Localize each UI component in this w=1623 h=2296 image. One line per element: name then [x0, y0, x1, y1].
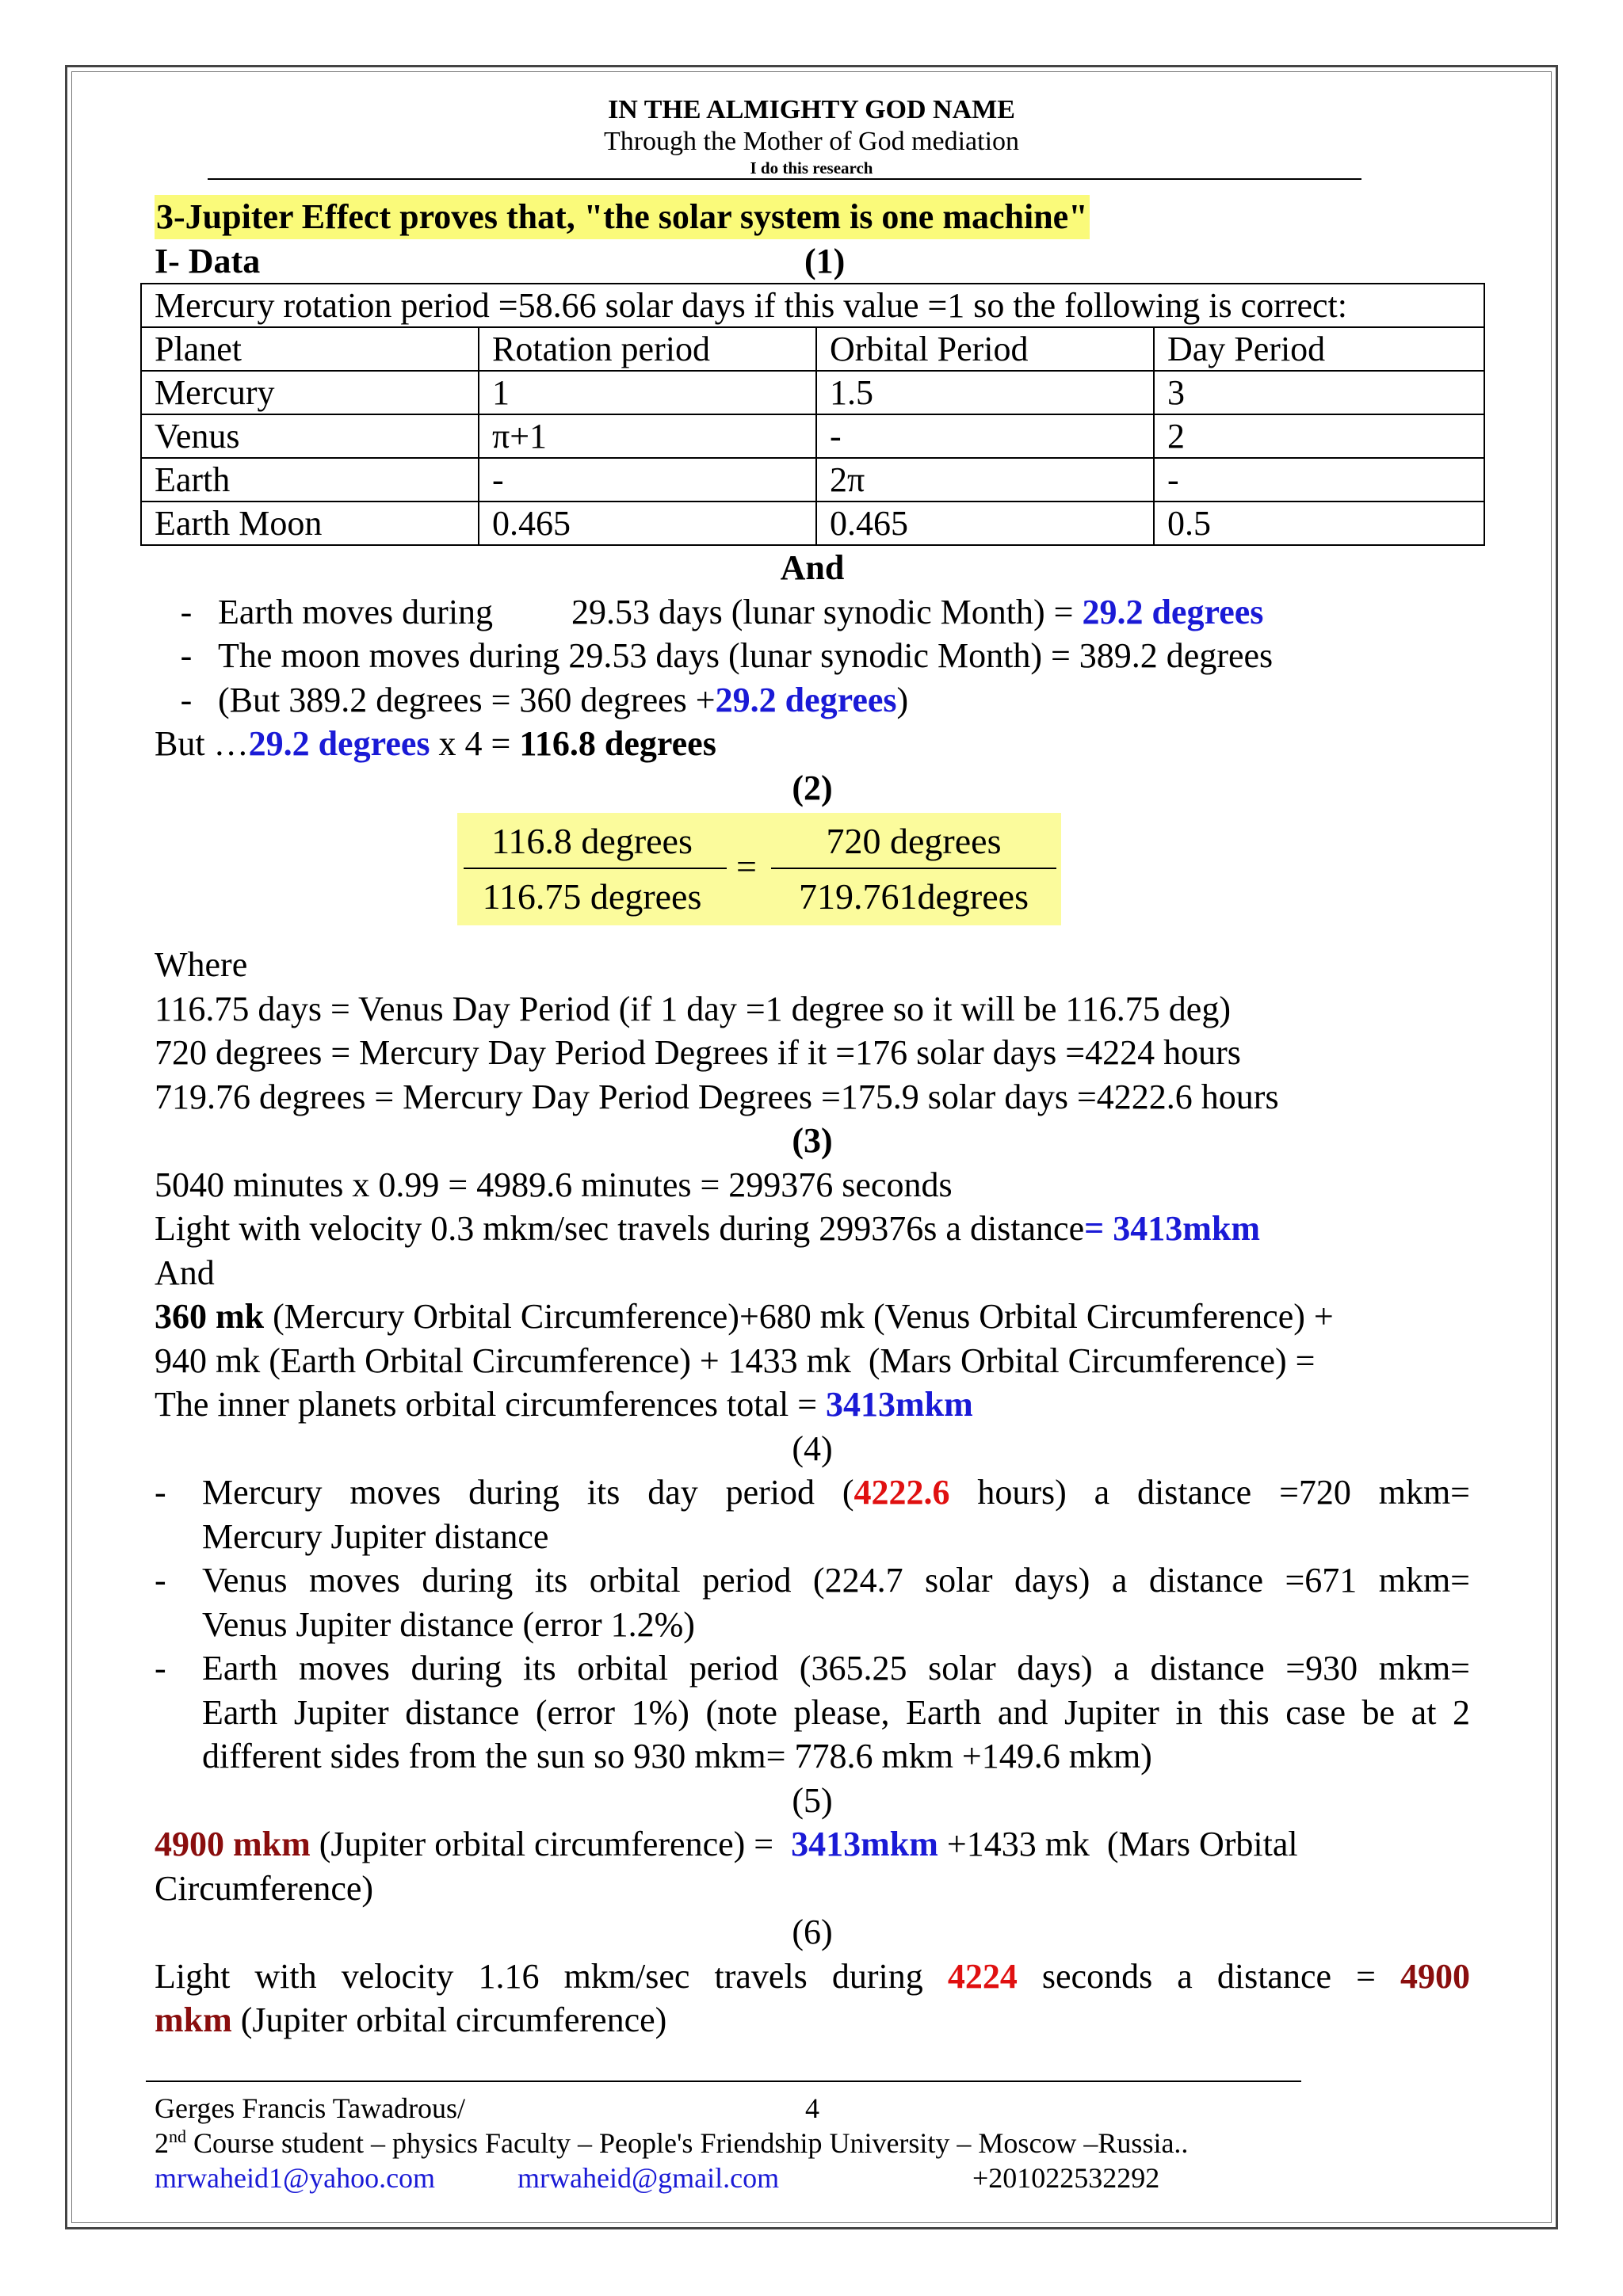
sec6-text: seconds a distance =	[1017, 1956, 1400, 1996]
table-header-cell: Rotation period	[479, 327, 816, 371]
where-line: 719.76 degrees = Mercury Day Period Degrees =175.9 solar days =4222.6 hours	[155, 1077, 1279, 1116]
fraction-left-numerator: 116.8 degrees	[491, 821, 693, 861]
bullet-line: Venus Jupiter distance (error 1.2%)	[202, 1604, 695, 1644]
sec3-text: The inner planets orbital circumferences total =	[155, 1385, 827, 1424]
section-number: (1)	[804, 241, 846, 280]
sec3-text: Light with velocity 0.3 mkm/sec travels during 299376s a distance	[155, 1209, 1085, 1248]
footer-course	[155, 2126, 1188, 2160]
footer-page-number: 4	[805, 2092, 819, 2124]
bullet-line	[202, 1470, 1470, 1515]
bullet-text: hours) a distance =720 mkm=	[949, 1473, 1470, 1512]
sec5-text: +1433 mk (Mars Orbital	[938, 1825, 1298, 1863]
sec5-line	[155, 1822, 1470, 1867]
list-item: - (But 389.2 degrees = 360 degrees +29.2 degrees)	[180, 680, 909, 719]
header-line1: IN THE ALMIGHTY GOD NAME	[608, 95, 1015, 124]
course-text: Course student – physics Faculty – People's Friendship University – Moscow –Russia..	[186, 2127, 1189, 2159]
fraction-right-denominator: 719.761degrees	[799, 876, 1029, 917]
sec3-line: 940 mk (Earth Orbital Circumference) + 1433 mk (Mars Orbital Circumference) =	[155, 1341, 1316, 1380]
list-item: - Mercury moves during its day period (4222.6 hours) a distance =720 mkm= Mercury Jupiter distance	[155, 1470, 1470, 1558]
table-cell: 0.5	[1154, 502, 1484, 545]
sec5-text: (Jupiter orbital circumference) =	[310, 1825, 792, 1863]
maroon-value: 4900	[1400, 1956, 1470, 1996]
bold-value: 360 mk	[155, 1297, 265, 1336]
where-line: 116.75 days = Venus Day Period (if 1 day =1 degree so it will be 116.75 deg)	[155, 989, 1231, 1028]
table-cell: 2π	[816, 458, 1154, 502]
maroon-value: 4900 mkm	[155, 1825, 311, 1863]
and-heading: And	[780, 548, 845, 587]
highlight-value: 29.2 degrees	[1082, 592, 1264, 631]
list-item: - The moon moves during 29.53 days (lunar synodic Month) = 389.2 degrees	[155, 634, 1470, 678]
course-sup: nd	[169, 2126, 186, 2146]
section-number-4: (4)	[792, 1428, 833, 1468]
fraction-left-bar	[464, 868, 727, 869]
footer-author: Gerges Francis Tawadrous/	[155, 2092, 466, 2124]
table-row	[141, 458, 1484, 502]
table-cell: 3	[1154, 371, 1484, 414]
bullet-text-end: )	[896, 680, 909, 719]
footer-email-gmail[interactable]: mrwaheid@gmail.com	[517, 2162, 780, 2194]
footer-divider	[146, 2081, 1301, 2082]
equation-box	[457, 813, 1061, 925]
table-header-cell: Orbital Period	[816, 327, 1154, 371]
table-cell: Earth	[141, 458, 479, 502]
table-row	[141, 414, 1484, 458]
fraction-right-numerator: 720 degrees	[826, 821, 1002, 861]
data-table	[140, 283, 1485, 546]
table-cell: 1.5	[816, 371, 1154, 414]
table-cell: -	[1154, 458, 1484, 502]
but-prefix: But …	[155, 724, 249, 763]
course-number: 2	[155, 2127, 169, 2159]
sec3-and: And	[155, 1253, 215, 1292]
sec3-line	[155, 1207, 1470, 1251]
red-value: 4222.6	[854, 1473, 950, 1512]
section-number-3: (3)	[792, 1121, 833, 1160]
but-result: 116.8 degrees	[519, 724, 716, 763]
footer-phone: +201022532292	[972, 2162, 1160, 2194]
bullet-text: Mercury moves during its day period (	[202, 1473, 854, 1512]
table-caption-row	[141, 284, 1484, 327]
table-cell: -	[816, 414, 1154, 458]
main-content	[155, 195, 1470, 2042]
bullet-line: Earth Jupiter distance (error 1%) (note please, Earth and Jupiter in this case be at 2	[202, 1692, 1470, 1732]
page-title: 3-Jupiter Effect proves that, "the solar system is one machine"	[155, 195, 1090, 239]
table-header-row	[141, 327, 1484, 371]
bullet-line: different sides from the sun so 930 mkm= 778.6 mkm +149.6 mkm)	[202, 1737, 1152, 1775]
sec3-line: 5040 minutes x 0.99 = 4989.6 minutes = 299376 seconds	[155, 1165, 953, 1204]
sec3-line	[155, 1383, 1470, 1427]
header-line3: I do this research	[750, 158, 873, 177]
bullet-text: (But 389.2 degrees = 360 degrees +	[218, 680, 716, 719]
table-row	[141, 502, 1484, 545]
section-number-6: (6)	[792, 1913, 833, 1951]
but-mid: x 4 =	[430, 724, 520, 763]
bullet-text: Earth moves during 29.53 days (lunar synodic Month) =	[218, 592, 1083, 631]
red-value: 4224	[947, 1956, 1018, 1996]
bullet-text: The moon moves during 29.53 days (lunar synodic Month) = 389.2 degrees	[218, 636, 1274, 675]
sec6-text: (Jupiter orbital circumference)	[231, 2000, 667, 2039]
section-number-5: (5)	[792, 1780, 833, 1820]
table-cell: -	[479, 458, 816, 502]
bullet-line: Mercury Jupiter distance	[202, 1516, 549, 1556]
header-divider	[208, 178, 1361, 180]
section-label: I- Data	[155, 241, 261, 280]
sec3-line	[155, 1295, 1470, 1339]
but-line	[155, 722, 1470, 766]
highlight-value: 3413mkm	[791, 1825, 938, 1863]
table-header-cell: Planet	[141, 327, 479, 371]
table-cell: Venus	[141, 414, 479, 458]
highlight-value: 29.2 degrees	[715, 680, 897, 719]
table-cell: 1	[479, 371, 816, 414]
sec6-text: Light with velocity 1.16 mkm/sec travels during	[155, 1956, 948, 1996]
table-cell: 2	[1154, 414, 1484, 458]
table-row	[141, 371, 1484, 414]
page-title-line	[155, 195, 1470, 239]
highlight-value: 29.2 degrees	[248, 724, 430, 763]
sec6-line	[155, 1955, 1470, 1999]
table-cell: π+1	[479, 414, 816, 458]
fraction-right-bar	[771, 868, 1056, 869]
highlight-value: = 3413mkm	[1084, 1209, 1260, 1248]
table-cell: 0.465	[479, 502, 816, 545]
header-line2: Through the Mother of God mediation	[603, 127, 1020, 156]
where-line: 720 degrees = Mercury Day Period Degrees if it =176 solar days =4224 hours	[155, 1033, 1241, 1072]
table-cell: 0.465	[816, 502, 1154, 545]
table-header-cell: Day Period	[1154, 327, 1484, 371]
table-cell: Mercury	[141, 371, 479, 414]
highlight-value: 3413mkm	[826, 1385, 973, 1424]
bullet-line: Venus moves during its orbital period (224.7 solar days) a distance =671 mkm=	[202, 1561, 1470, 1600]
sec6-line	[155, 1998, 1470, 2042]
bullet-line: Earth moves during its orbital period (365.25 solar days) a distance =930 mkm=	[202, 1649, 1470, 1688]
section-number-2: (2)	[792, 768, 833, 807]
fraction-left-denominator: 116.75 degrees	[482, 876, 702, 917]
where-label: Where	[155, 945, 248, 984]
sec5-line: Circumference)	[155, 1868, 374, 1908]
equals-sign: =	[736, 846, 757, 887]
footer-email-yahoo[interactable]: mrwaheid1@yahoo.com	[155, 2162, 436, 2194]
sec3-text: (Mercury Orbital Circumference)+680 mk (Venus Orbital Circumference) +	[264, 1297, 1334, 1336]
table-cell: Earth Moon	[141, 502, 479, 545]
list-item: - Earth moves during its orbital period (365.25 solar days) a distance =930 mkm= Earth Jupiter distance (error 1%) (note please, Earth and Jupiter in this case be at 2 different sides from the sun so 930 mkm= 778.6 mkm +149.6 mkm)	[155, 1646, 1470, 1779]
list-item: - Earth moves during 29.53 days (lunar synodic Month) = 29.2 degrees	[180, 592, 1264, 631]
list-item: - Venus moves during its orbital period (224.7 solar days) a distance =671 mkm= Venus Jupiter distance (error 1.2%)	[155, 1558, 1470, 1646]
section-heading	[155, 239, 1470, 284]
table-caption: Mercury rotation period =58.66 solar days if this value =1 so the following is correct:	[141, 284, 1484, 327]
maroon-value: mkm	[155, 2000, 232, 2039]
